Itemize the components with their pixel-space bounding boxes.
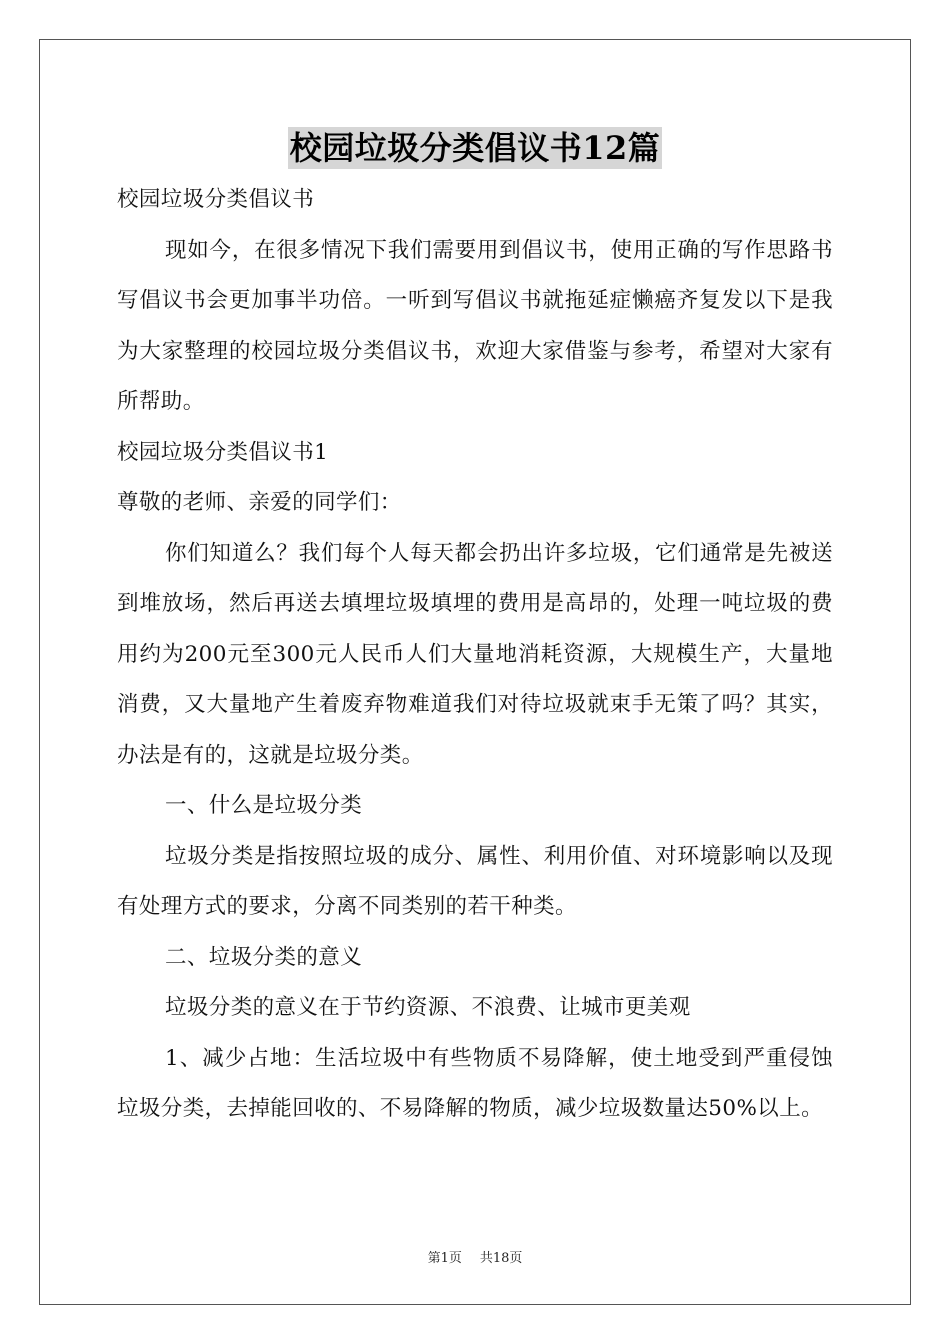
page-footer [0,1250,950,1268]
section-heading: 一、什么是垃圾分类 [165,793,363,818]
paragraph: 垃圾分类的意义在于节约资源、不浪费、让城市更美观 [165,995,691,1020]
paragraph: 校园垃圾分类倡议书1 [117,439,329,465]
document-title: 校园垃圾分类倡议书12篇 [289,129,661,167]
document-body [117,175,833,1135]
page-number: 第1页 [427,1251,462,1266]
page-total: 共18页 [479,1251,523,1266]
paragraph: 你们知道么？我们每个人每天都会扔出许多垃圾，它们通常是先被送到堆放场，然后再送去填埋垃圾填埋的费用是高昂的，处理一吨垃圾的费用约为200元至300元人民币人们大量地消耗资源，大规模生产，大量地消费，又大量地产生着废弃物难道我们对待垃圾就束手无策了吗？其实，办法是有的，这就是垃圾分类。 [117,540,833,768]
title-container [0,127,950,169]
paragraph: 校园垃圾分类倡议书 [117,187,315,212]
paragraph: 现如今，在很多情况下我们需要用到倡议书，使用正确的写作思路书写倡议书会更加事半功倍。一听到写倡议书就拖延症懒癌齐复发以下是我为大家整理的校园垃圾分类倡议书，欢迎大家借鉴与参考，希望对大家有所帮助。 [117,237,833,414]
paragraph: 垃圾分类是指按照垃圾的成分、属性、利用价值、对环境影响以及现有处理方式的要求，分离不同类别的若干种类。 [117,843,833,919]
paragraph: 1、减少占地：生活垃圾中有些物质不易降解，使土地受到严重侵蚀垃圾分类，去掉能回收的、不易降解的物质，减少垃圾数量达50%以上。 [117,1045,833,1121]
paragraph: 尊敬的老师、亲爱的同学们： [117,490,402,515]
section-heading: 二、垃圾分类的意义 [165,944,363,970]
